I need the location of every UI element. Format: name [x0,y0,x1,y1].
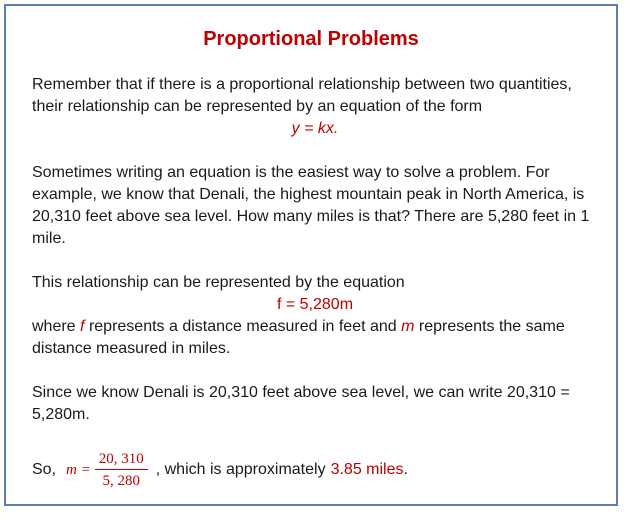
paragraph-2 [32,162,598,250]
content-card [4,4,618,506]
paragraph-3-explanation [32,316,598,360]
answer-middle: , which is approximately [155,461,326,478]
page-title: Proportional Problems [203,28,419,50]
so-word: So, [32,461,57,478]
paragraph-3-intro: This relationship can be represented by the equation [32,274,405,291]
fraction-variable: m = [66,462,91,478]
paragraph-1 [32,74,598,140]
content-body [32,74,598,492]
paragraph-1-text: Remember that if there is a proportional relationship between two quantities, their relationship can be represented by an equation of the form [32,76,572,115]
explanation-end: represents the same distance measured in miles. [32,318,565,357]
paragraph-3 [32,272,598,360]
variable-m: m [401,318,415,335]
paragraph-4 [32,382,598,426]
fraction-numerator: 20, 310 [95,450,148,470]
answer-value: 3.85 miles [330,461,404,478]
where-word: where [32,318,76,335]
paragraph-2-text: Sometimes writing an equation is the easiest way to solve a problem. For example, we know that Denali, the highest mountain peak in North America, is 20,310 feet above sea level. How many miles is that? There are 5,280 feet in 1 mile. [32,164,590,247]
answer-period: . [403,461,408,478]
fraction-denominator: 5, 280 [102,473,140,489]
fraction [95,450,148,490]
explanation-mid: represents a distance measured in feet and [88,318,397,335]
paragraph-4-text: Since we know Denali is 20,310 feet above sea level, we can write 20,310 = 5,280m. [32,384,570,423]
equation-ykx: y = kx. [291,120,339,137]
variable-f: f [80,318,85,335]
fraction-equation [66,450,148,490]
paragraph-5 [32,448,598,492]
equation-f: f = 5,280m [276,296,354,313]
